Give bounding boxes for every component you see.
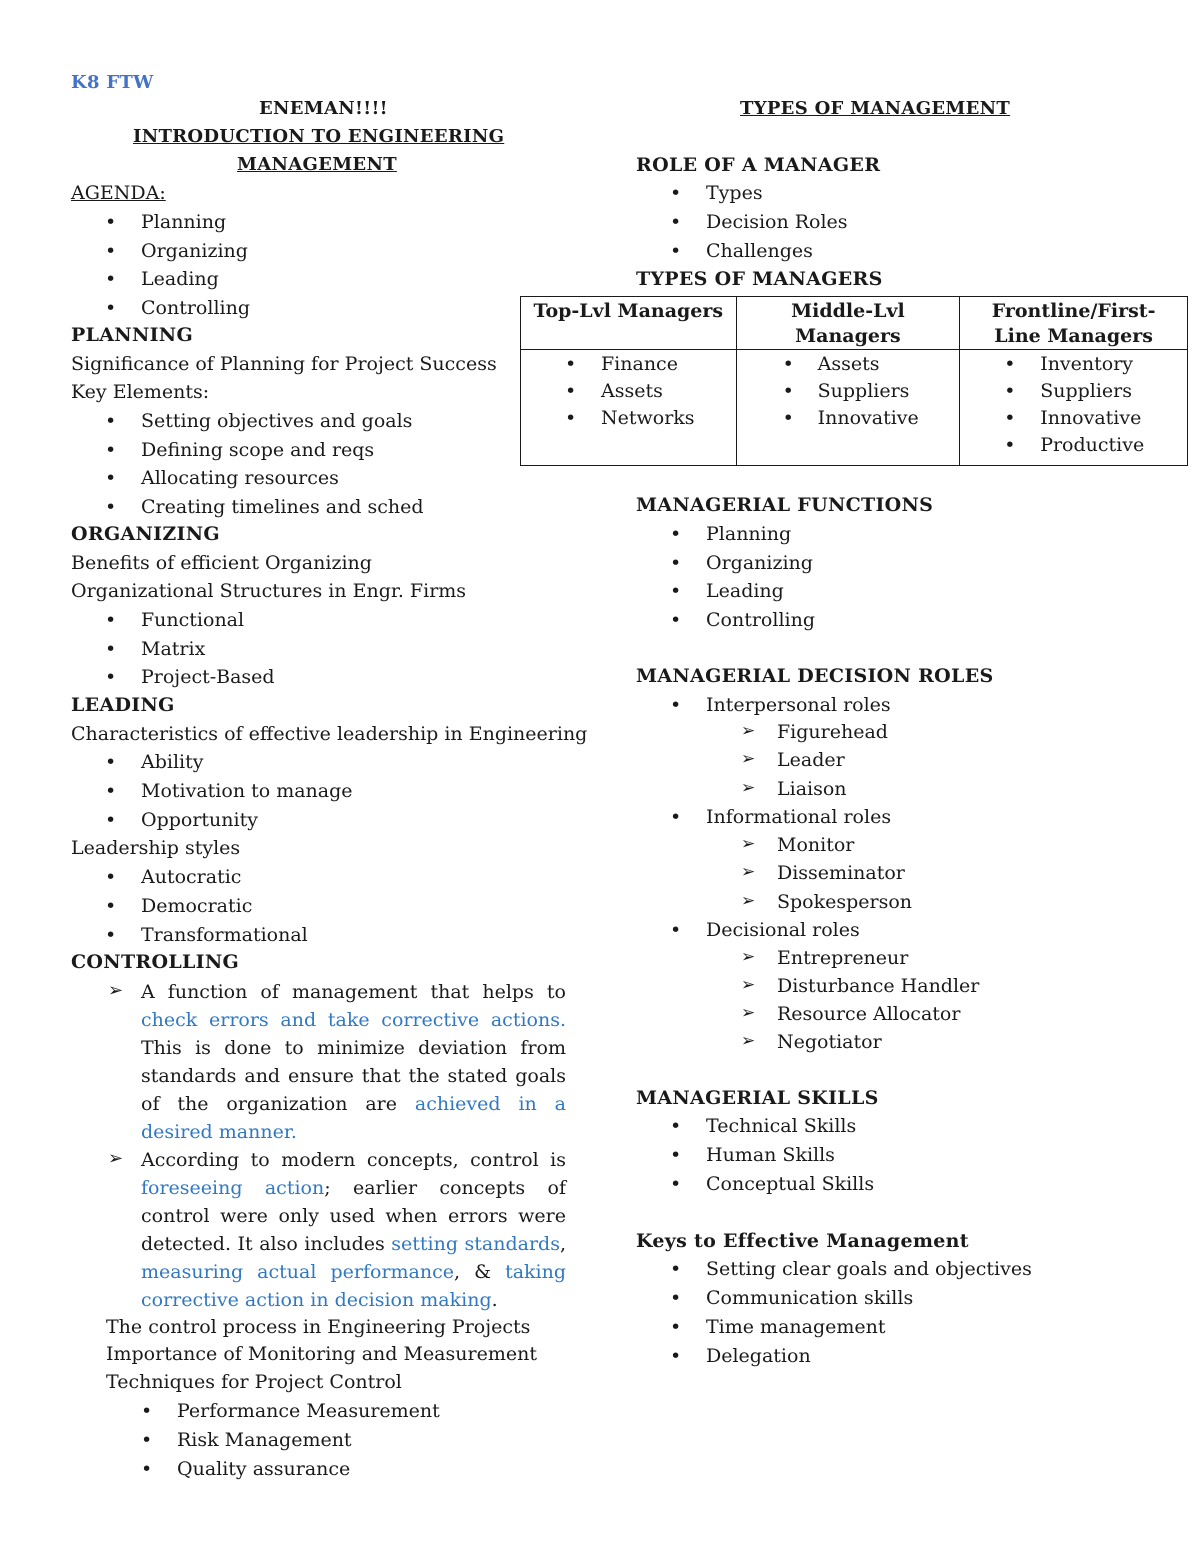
controlling-heading: CONTROLLING [71,951,240,973]
planning-line2: Key Elements: [71,381,210,403]
bullet-icon: • [782,407,794,429]
arrow-bullet-icon: ➢ [741,975,756,995]
bullet-icon: • [670,806,682,828]
arrow-bullet-icon: ➢ [108,1148,124,1169]
types-of-management-title: TYPES OF MANAGEMENT [740,98,1011,119]
table-row [521,350,1188,466]
arrow-bullet-icon: ➢ [108,980,124,1001]
list-item: • Assets [565,380,663,402]
arrow-bullet-icon: ➢ [741,721,756,741]
bullet-icon: • [105,638,117,660]
bullet-icon: • [141,1458,153,1480]
bullet-icon: • [105,924,117,946]
bullet-icon: • [105,211,117,233]
arrow-bullet-icon: ➢ [741,947,756,967]
bullet-icon: • [670,694,682,716]
bullet-icon: • [105,268,117,290]
bullet-icon: • [782,380,794,402]
doc-subtitle-line2: MANAGEMENT [237,154,397,175]
list-item: • Suppliers [1004,380,1132,402]
bullet-icon: • [565,407,577,429]
list-item: • Networks [565,407,695,429]
doc-title: ENEMAN!!!! [259,98,388,119]
bullet-icon: • [670,1287,682,1309]
list-item: • Innovative [782,407,919,429]
bullet-icon: • [105,439,117,461]
arrow-bullet-icon: ➢ [741,1031,756,1051]
controlling-line1: The control process in Engineering Projects [106,1316,531,1338]
keys-heading: Keys to Effective Management [636,1230,969,1252]
bullet-icon: • [670,580,682,602]
controlling-line2: Importance of Monitoring and Measurement [106,1343,537,1365]
bullet-icon: • [670,609,682,631]
skills-heading: MANAGERIAL SKILLS [636,1087,879,1109]
bullet-icon: • [670,552,682,574]
bullet-icon: • [1004,407,1016,429]
arrow-bullet-icon: ➢ [741,834,756,854]
organizing-heading: ORGANIZING [71,523,220,545]
bullet-icon: • [1004,434,1016,456]
bullet-icon: • [105,751,117,773]
bullet-icon: • [105,895,117,917]
doc-subtitle-line1: INTRODUCTION TO ENGINEERING [133,126,505,147]
bullet-icon: • [105,809,117,831]
bullet-icon: • [670,1258,682,1280]
arrow-bullet-icon: ➢ [741,778,756,798]
bullet-icon: • [670,1115,682,1137]
bullet-icon: • [670,1316,682,1338]
types-of-managers-heading: TYPES OF MANAGERS [636,268,883,290]
bullet-icon: • [105,666,117,688]
arrow-bullet-icon: ➢ [741,862,756,882]
role-heading: ROLE OF A MANAGER [636,154,881,176]
list-item: • Assets [782,353,880,375]
bullet-icon: • [670,182,682,204]
bullet-icon: • [670,523,682,545]
list-item: • Finance [565,353,678,375]
table-cell-middle-level [736,350,960,466]
bullet-icon: • [1004,353,1016,375]
table-cell-frontline [960,350,1188,466]
bullet-icon: • [670,919,682,941]
organizing-line1: Benefits of efficient Organizing [71,552,372,574]
leading-line2: Leadership styles [71,837,241,859]
bullet-icon: • [670,240,682,262]
bullet-icon: • [565,353,577,375]
bullet-icon: • [670,211,682,233]
bullet-icon: • [105,297,117,319]
bullet-icon: • [105,496,117,518]
list-item: • Suppliers [782,380,910,402]
table-header-row [521,297,1188,350]
bullet-icon: • [782,353,794,375]
organizing-line2: Organizational Structures in Engr. Firms [71,580,467,602]
list-item: • Productive [1004,434,1145,456]
bullet-icon: • [105,410,117,432]
functions-heading: MANAGERIAL FUNCTIONS [636,494,934,516]
leading-line1: Characteristics of effective leadership in Engineering [71,723,588,745]
table-cell-top-level [521,350,737,466]
bullet-icon: • [670,1173,682,1195]
controlling-paragraph-2: According to modern concepts, control is foreseeing action; earlier concepts of control were only used when errors were detected. It also includes setting standards, measuring actual performance, & taking corrective action in decision making. [141,1149,567,1311]
bullet-icon: • [105,866,117,888]
leading-heading: LEADING [71,694,175,716]
planning-line1: Significance of Planning for Project Success [71,353,497,375]
arrow-bullet-icon: ➢ [741,891,756,911]
bullet-icon: • [565,380,577,402]
controlling-line3: Techniques for Project Control [106,1371,402,1393]
agenda-label: AGENDA: [71,182,166,204]
decision-roles-heading: MANAGERIAL DECISION ROLES [636,665,994,687]
list-item: • Innovative [1004,407,1142,429]
table-header-frontline: Frontline/First- Line Managers [960,297,1188,350]
bullet-icon: • [105,780,117,802]
managers-table [520,296,1188,466]
controlling-paragraph-1: A function of management that helps to check errors and take corrective actions. This is done to minimize deviation from standards and ensure that the stated goals of the organization are achieved in a desired manner. [141,981,566,1143]
table-header-middle-level: Middle-Lvl Managers [736,297,960,350]
list-item: • Inventory [1004,353,1134,375]
bullet-icon: • [141,1429,153,1451]
bullet-icon: • [105,467,117,489]
table-header-top-level: Top-Lvl Managers [521,297,737,350]
arrow-bullet-icon: ➢ [741,1003,756,1023]
bullet-icon: • [670,1144,682,1166]
brand-tag: K8 FTW [71,72,154,93]
bullet-icon: • [670,1345,682,1367]
bullet-icon: • [105,609,117,631]
bullet-icon: • [1004,380,1016,402]
bullet-icon: • [141,1400,153,1422]
bullet-icon: • [105,240,117,262]
arrow-bullet-icon: ➢ [741,749,756,769]
planning-heading: PLANNING [71,324,194,346]
